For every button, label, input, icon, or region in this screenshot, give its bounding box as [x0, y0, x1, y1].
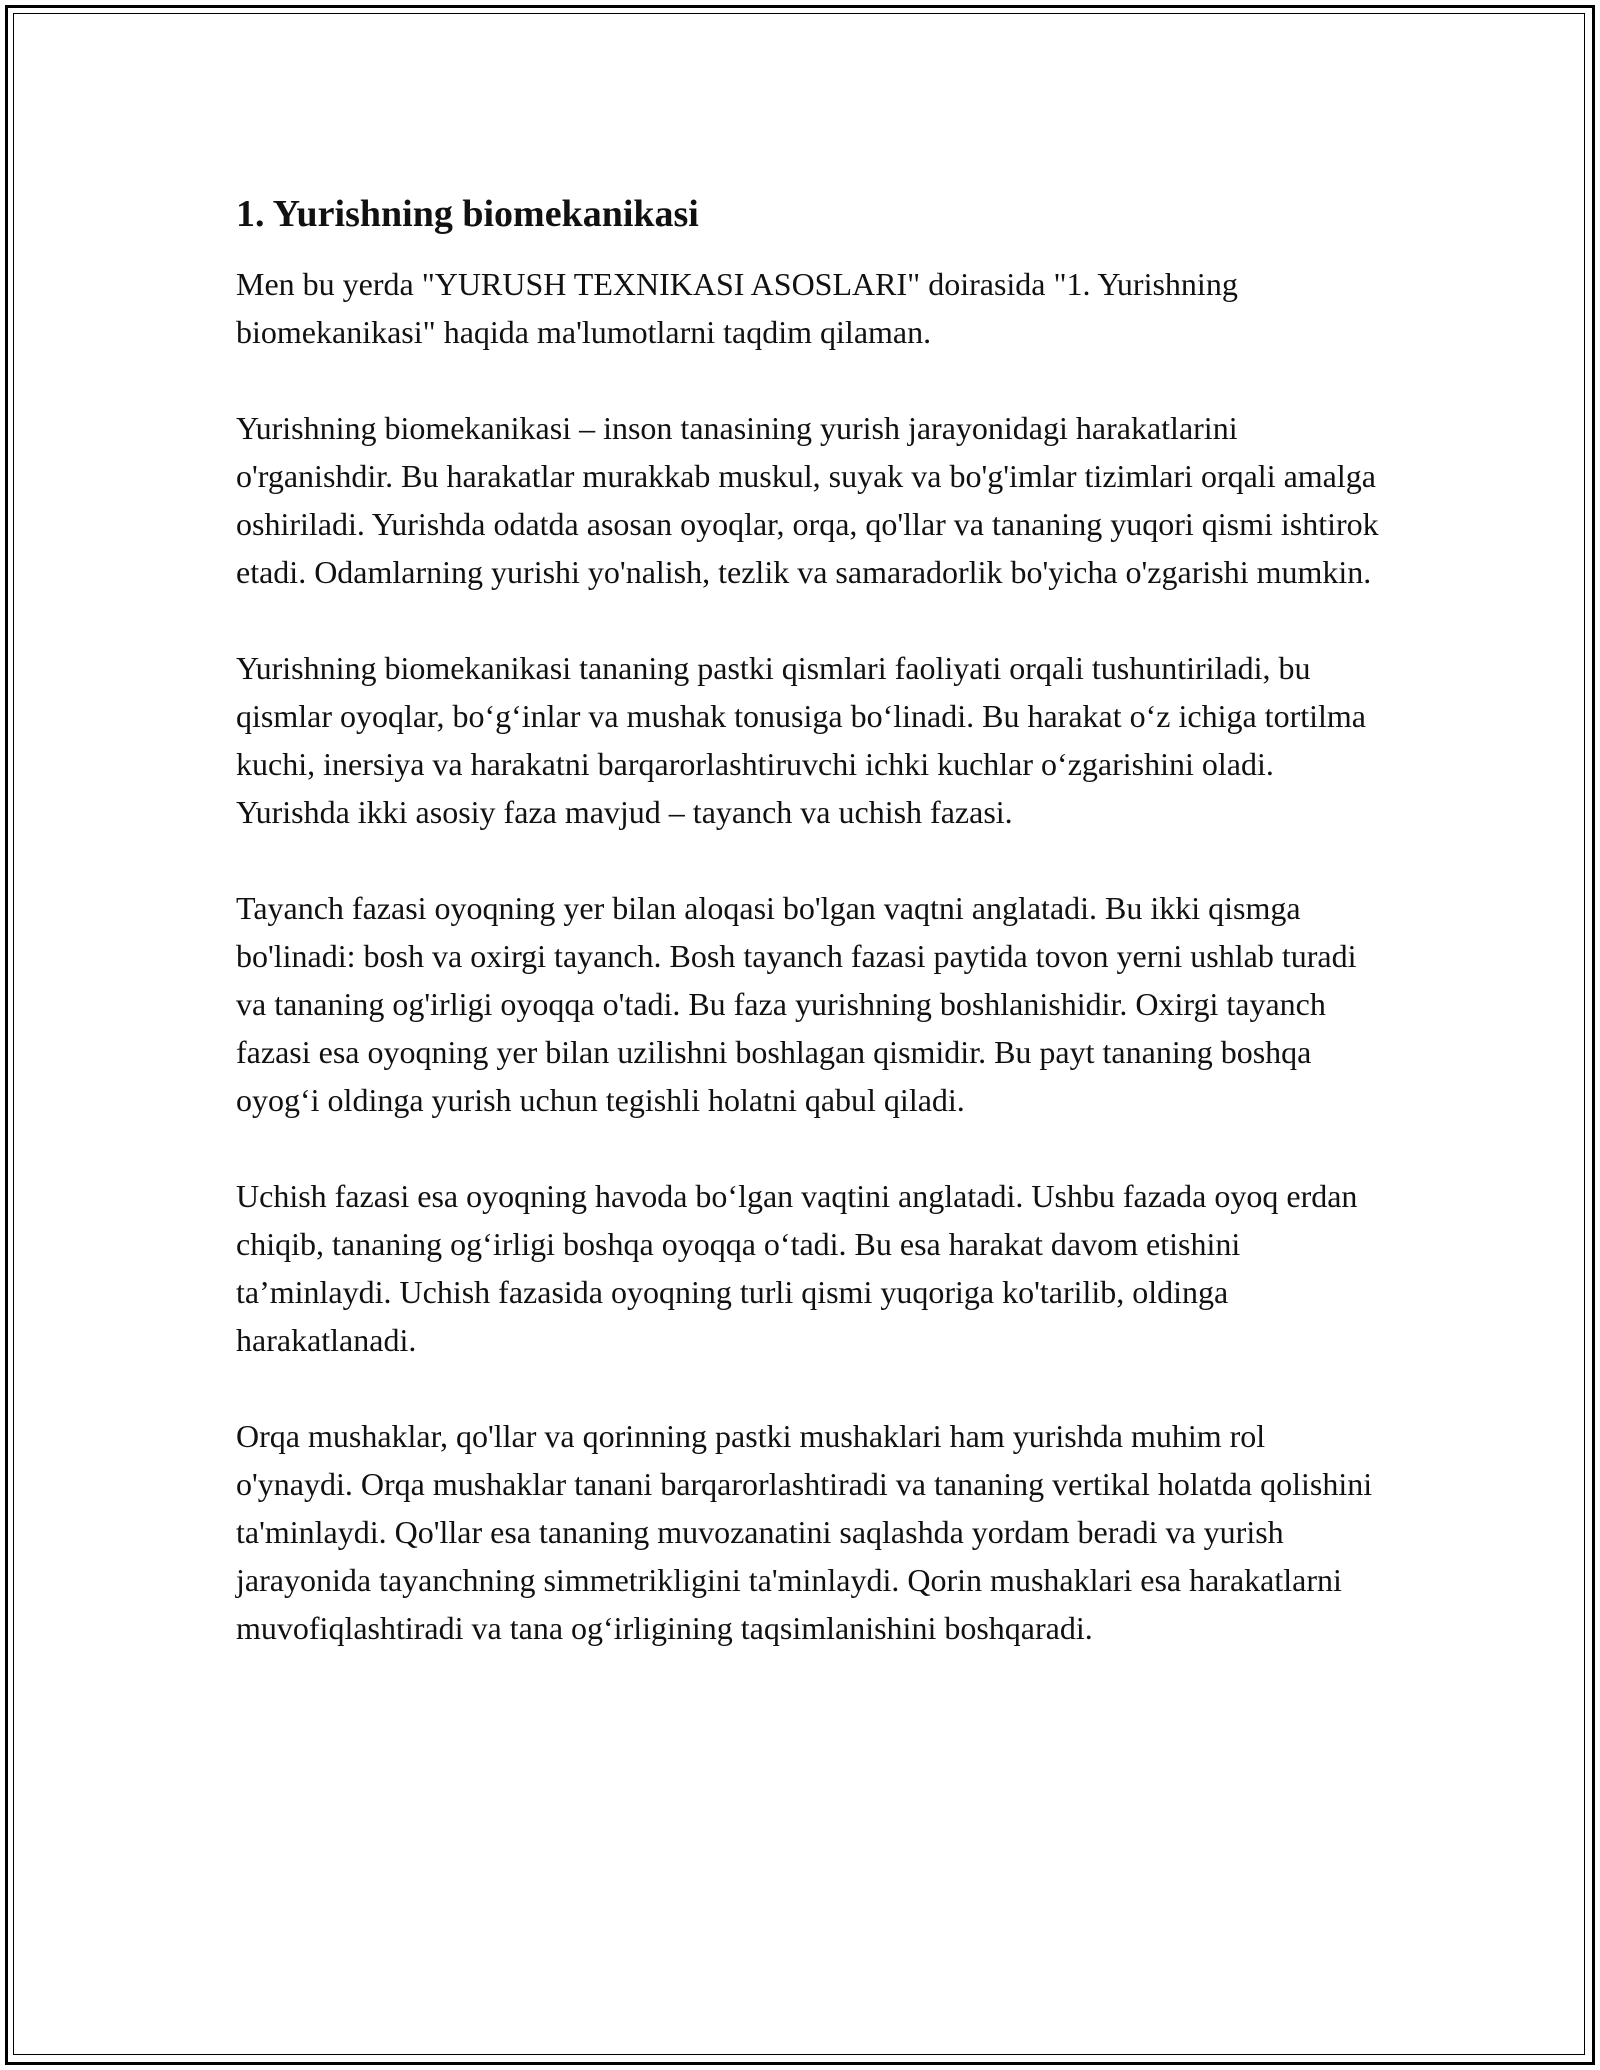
paragraph-definition: Yurishning biomekanikasi – inson tanasining yurish jarayonidagi harakatlarini o'rganishdir. Bu harakatlar murakkab muskul, suyak va bo'g'imlar tizimlari orqali amalga oshiriladi. Yurishda odatda asosan oyoqlar, orqa, qo'llar va tananing yuqori qismi ishtirok etadi. Odamlarning yurishi yo'nalish, tezlik va samaradorlik bo'yicha o'zgarishi mumkin. [236, 410, 1379, 590]
section-title: 1. Yurishning biomekanikasi [236, 193, 699, 235]
paragraph-muscles: Orqa mushaklar, qo'llar va qorinning pastki mushaklari ham yurishda muhim rol o'ynaydi. Orqa mushaklar tanani barqarorlashtiradi va tananing vertikal holatda qolishini ta'minlaydi. Qo'llar esa tananing muvozanatini saqlashda yordam beradi va yurish jarayonida tayanchning simmetrikligini ta'minlaydi. Qorin mushaklari esa harakatlarni muvofiqlashtiradi va tana og‘irligining taqsimlanishini boshqaradi. [236, 1418, 1373, 1646]
paragraph-swing-phase: Uchish fazasi esa oyoqning havoda bo‘lgan vaqtini anglatadi. Ushbu fazada oyoq erdan chiqib, tananing og‘irligi boshqa oyoqqa o‘tadi. Bu esa harakat davom etishini ta’minlaydi. Uchish fazasida oyoqning turli qismi yuqoriga ko'tarilib, oldinga harakatlanadi. [236, 1178, 1358, 1358]
document-body [236, 188, 1386, 1652]
paragraph-intro: Men bu yerda "YURUSH TEXNIKASI ASOSLARI" doirasida "1. Yurishning biomekanikasi" haqida ma'lumotlarni taqdim qilaman. [236, 266, 1238, 350]
paragraph-support-phase: Tayanch fazasi oyoqning yer bilan aloqasi bo'lgan vaqtni anglatadi. Bu ikki qismga bo'linadi: bosh va oxirgi tayanch. Bosh tayanch fazasi paytida tovon yerni ushlab turadi va tananing og'irligi oyoqqa o'tadi. Bu faza yurishning boshlanishidir. Oxirgi tayanch fazasi esa oyoqning yer bilan uzilishni boshlagan qismidir. Bu payt tananing boshqa oyog‘i oldinga yurish uchun tegishli holatni qabul qiladi. [236, 890, 1357, 1118]
paragraph-lower-body: Yurishning biomekanikasi tananing pastki qismlari faoliyati orqali tushuntiriladi, bu qismlar oyoqlar, bo‘g‘inlar va mushak tonusiga bo‘linadi. Bu harakat o‘z ichiga tortilma kuchi, inersiya va harakatni barqarorlashtiruvchi ichki kuchlar o‘zgarishini oladi. Yurishda ikki asosiy faza mavjud – tayanch va uchish fazasi. [236, 650, 1366, 830]
